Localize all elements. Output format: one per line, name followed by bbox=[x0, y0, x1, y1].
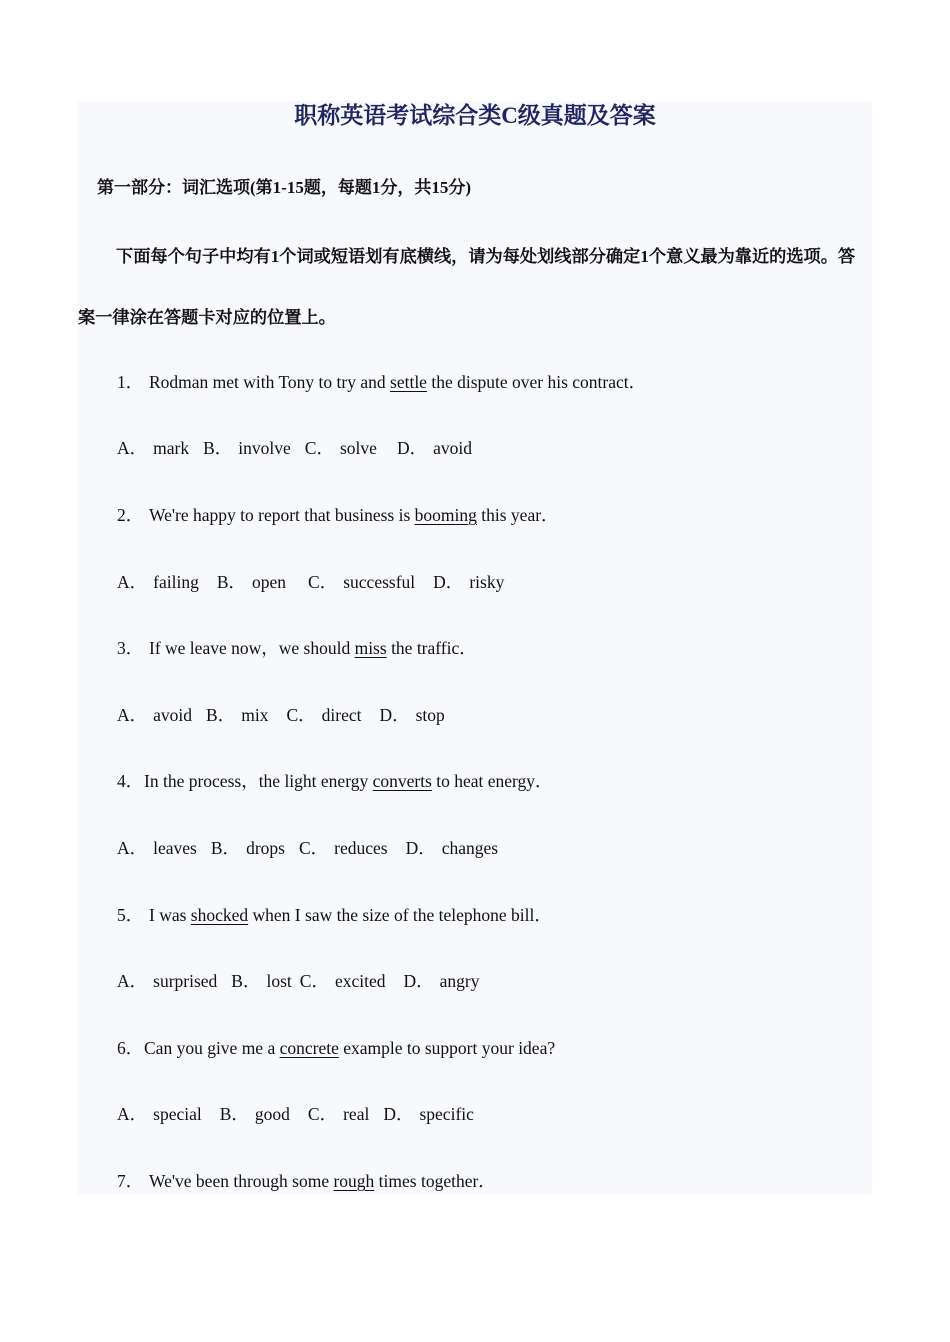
question-number: 3． bbox=[117, 638, 144, 658]
option-b: B． mix bbox=[206, 705, 269, 725]
question-text-end: this year． bbox=[476, 505, 559, 525]
option-a: A． failing bbox=[117, 572, 199, 592]
option-c: C． real bbox=[307, 1104, 370, 1124]
question-3 bbox=[117, 636, 477, 660]
question-1-options bbox=[117, 436, 472, 460]
option-b: B． open bbox=[216, 572, 287, 592]
option-d: D． avoid bbox=[396, 438, 472, 458]
question-text-end: the dispute over his contract． bbox=[426, 372, 647, 392]
question-text-end: example to support your idea? bbox=[338, 1038, 556, 1058]
question-6-options bbox=[117, 1102, 474, 1126]
instructions: 下面每个句子中均有1个词或短语划有底横线，请为每处划线部分确定1个意义最为靠近的选项。答案一律涂在答题卡对应的位置上。 bbox=[78, 247, 856, 327]
underlined-word: concrete bbox=[279, 1038, 339, 1058]
question-text: We've been through some bbox=[149, 1171, 334, 1191]
question-2 bbox=[117, 503, 559, 527]
question-6 bbox=[117, 1036, 555, 1060]
option-d: D． specific bbox=[383, 1104, 474, 1124]
question-text: Rodman met with Tony to try and bbox=[149, 372, 391, 392]
underlined-word: miss bbox=[354, 638, 387, 658]
option-a: A． special bbox=[117, 1104, 202, 1124]
question-5 bbox=[117, 903, 552, 927]
question-4-options bbox=[117, 836, 498, 860]
question-number: 4． bbox=[117, 771, 144, 791]
question-text-end: when I saw the size of the telephone bill． bbox=[248, 905, 552, 925]
question-3-options bbox=[117, 703, 445, 727]
option-a: A． surprised bbox=[117, 971, 218, 991]
option-c: C． reduces bbox=[298, 838, 388, 858]
question-1 bbox=[117, 370, 646, 394]
question-number: 5． bbox=[117, 905, 144, 925]
question-text: Can you give me a bbox=[144, 1038, 280, 1058]
underlined-word: settle bbox=[390, 372, 427, 392]
option-b: B． drops bbox=[210, 838, 285, 858]
question-text-end: times together． bbox=[374, 1171, 496, 1191]
question-text: If we leave now，we should bbox=[149, 638, 355, 658]
question-4 bbox=[117, 769, 553, 793]
question-text: In the process，the light energy bbox=[144, 771, 373, 791]
option-d: D． stop bbox=[379, 705, 445, 725]
underlined-word: shocked bbox=[190, 905, 249, 925]
option-d: D． angry bbox=[403, 971, 480, 991]
question-number: 7． bbox=[117, 1171, 144, 1191]
option-d: D． risky bbox=[433, 572, 505, 592]
option-a: A． leaves bbox=[117, 838, 197, 858]
question-number: 1． bbox=[117, 372, 144, 392]
option-c: C． direct bbox=[286, 705, 362, 725]
option-a: A． avoid bbox=[117, 705, 193, 725]
question-text-end: the traffic． bbox=[386, 638, 477, 658]
option-c: C． solve bbox=[304, 438, 377, 458]
option-d: D． changes bbox=[405, 838, 499, 858]
question-number: 2． bbox=[117, 505, 144, 525]
question-5-options bbox=[117, 969, 480, 993]
underlined-word: booming bbox=[414, 505, 477, 525]
option-a: A． mark bbox=[117, 438, 190, 458]
underlined-word: converts bbox=[372, 771, 432, 791]
question-text-end: to heat energy． bbox=[431, 771, 553, 791]
question-number: 6． bbox=[117, 1038, 144, 1058]
page-title: 职称英语考试综合类C级真题及答案 bbox=[294, 103, 656, 128]
question-2-options bbox=[117, 570, 504, 594]
option-c: C． excited bbox=[299, 971, 386, 991]
option-c: C． successful bbox=[308, 572, 416, 592]
option-b: B． good bbox=[219, 1104, 290, 1124]
question-7 bbox=[117, 1169, 496, 1193]
underlined-word: rough bbox=[333, 1171, 375, 1191]
option-b: B． lost bbox=[231, 971, 292, 991]
question-text: I was bbox=[149, 905, 191, 925]
question-text: We're happy to report that business is bbox=[149, 505, 415, 525]
option-b: B． involve bbox=[203, 438, 291, 458]
section-heading: 第一部分：词汇选项(第1-15题，每题1分，共15分) bbox=[97, 178, 471, 197]
